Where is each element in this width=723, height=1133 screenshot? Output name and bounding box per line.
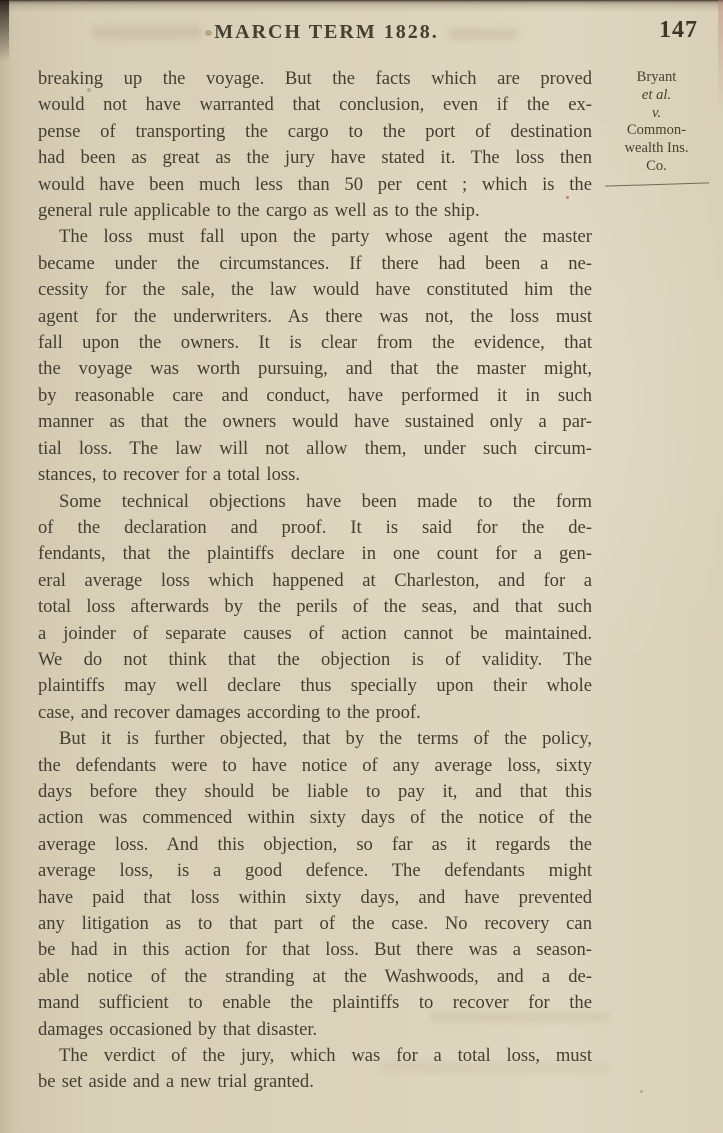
text-line: agent for the underwriters. As there was not, the loss must <box>38 305 592 327</box>
text-line: became under the circumstances. If there had been a ne- <box>38 252 592 274</box>
text-line: had been as great as the jury have stated it. The loss then <box>38 147 592 169</box>
paragraph <box>38 1043 592 1096</box>
paragraph <box>38 726 592 1043</box>
text-line: of the declaration and proof. It is said for the de- <box>38 516 592 538</box>
text-line: eral average loss which happened at Charleston, and for a <box>38 569 592 591</box>
text-line: a joinder of separate causes of action cannot be maintained. <box>38 622 592 644</box>
text-line: case, and recover damages according to the proof. <box>38 701 421 723</box>
running-head: MARCH TERM 1828. <box>214 21 439 43</box>
text-line: fall upon the owners. It is clear from the evidence, that <box>38 332 592 354</box>
text-line: damages occasioned by that disaster. <box>38 1018 318 1040</box>
text-line: But it is further objected, that by the terms of the policy, <box>59 728 592 750</box>
text-line: Some technical objections have been made to the form <box>59 490 592 512</box>
text-line: be set aside and a new trial granted. <box>38 1071 314 1093</box>
case-name-margin-note <box>592 66 717 1096</box>
text-line: breaking up the voyage. But the facts which are proved <box>38 68 592 89</box>
text-line: total loss afterwards by the perils of the seas, and that such <box>38 596 592 618</box>
text-line: plaintiffs may well declare thus specially upon their whole <box>38 675 592 697</box>
text-line: be had in this action for that loss. But there was a season- <box>38 939 592 961</box>
text-line: days before they should be liable to pay it, and that this <box>38 780 592 802</box>
margin-note-lines <box>600 69 713 176</box>
paragraph <box>38 66 592 224</box>
text-line: We do not think that the objection is of validity. The <box>38 648 592 670</box>
text-line: general rule applicable to the cargo as well as to the ship. <box>38 200 480 222</box>
text-line: the voyage was worth pursuing, and that the master might, <box>38 358 592 380</box>
text-line: fendants, that the plaintiffs declare in one count for a gen- <box>38 543 592 565</box>
text-line: action was commenced within sixty days of the notice of the <box>38 807 592 829</box>
text-line: have paid that loss within sixty days, and have prevented <box>38 886 592 908</box>
text-line: the defendants were to have notice of any average loss, sixty <box>38 754 592 776</box>
text-line: by reasonable care and conduct, have performed it in such <box>38 384 592 406</box>
paragraph <box>38 224 592 488</box>
text-line: tial loss. The law will not allow them, under such circum- <box>38 437 592 459</box>
margin-note-line: et al. <box>641 86 672 103</box>
text-line: stances, to recover for a total loss. <box>38 464 300 486</box>
margin-note-line: v. <box>651 104 662 121</box>
text-line: The loss must fall upon the party whose agent the master <box>59 226 592 248</box>
text-line: cessity for the sale, the law would have constituted him the <box>38 279 592 301</box>
text-line: pense of transporting the cargo to the port of destination <box>38 120 592 142</box>
margin-note-line: Co. <box>646 157 667 174</box>
margin-note-rule <box>605 182 709 186</box>
text-line: any litigation as to that part of the case. No recovery can <box>38 913 592 934</box>
case-opinion-text <box>38 66 592 1096</box>
text-line: average loss. And this objection, so far as it regards the <box>38 833 592 855</box>
margin-note-line: Common- <box>626 122 687 139</box>
page-number: 147 <box>659 17 698 43</box>
text-line: average loss, is a good defence. The defendants might <box>38 860 592 882</box>
margin-note-line: wealth Ins. <box>624 140 689 157</box>
text-line: would not have warranted that conclusion, even if the ex- <box>38 94 592 116</box>
text-line: mand sufficient to enable the plaintiffs to recover for the <box>38 992 592 1014</box>
text-line: manner as that the owners would have sustained only a par- <box>38 411 592 433</box>
text-line: The verdict of the jury, which was for a total loss, must <box>59 1045 592 1067</box>
text-line: able notice of the stranding at the Washwoods, and a de- <box>38 965 592 987</box>
text-line: would have been much less than 50 per cent ; which is the <box>38 173 592 195</box>
paragraph <box>38 489 592 727</box>
page-header <box>0 0 723 66</box>
margin-note-line: Bryant <box>636 69 677 85</box>
page-content <box>0 66 723 1096</box>
